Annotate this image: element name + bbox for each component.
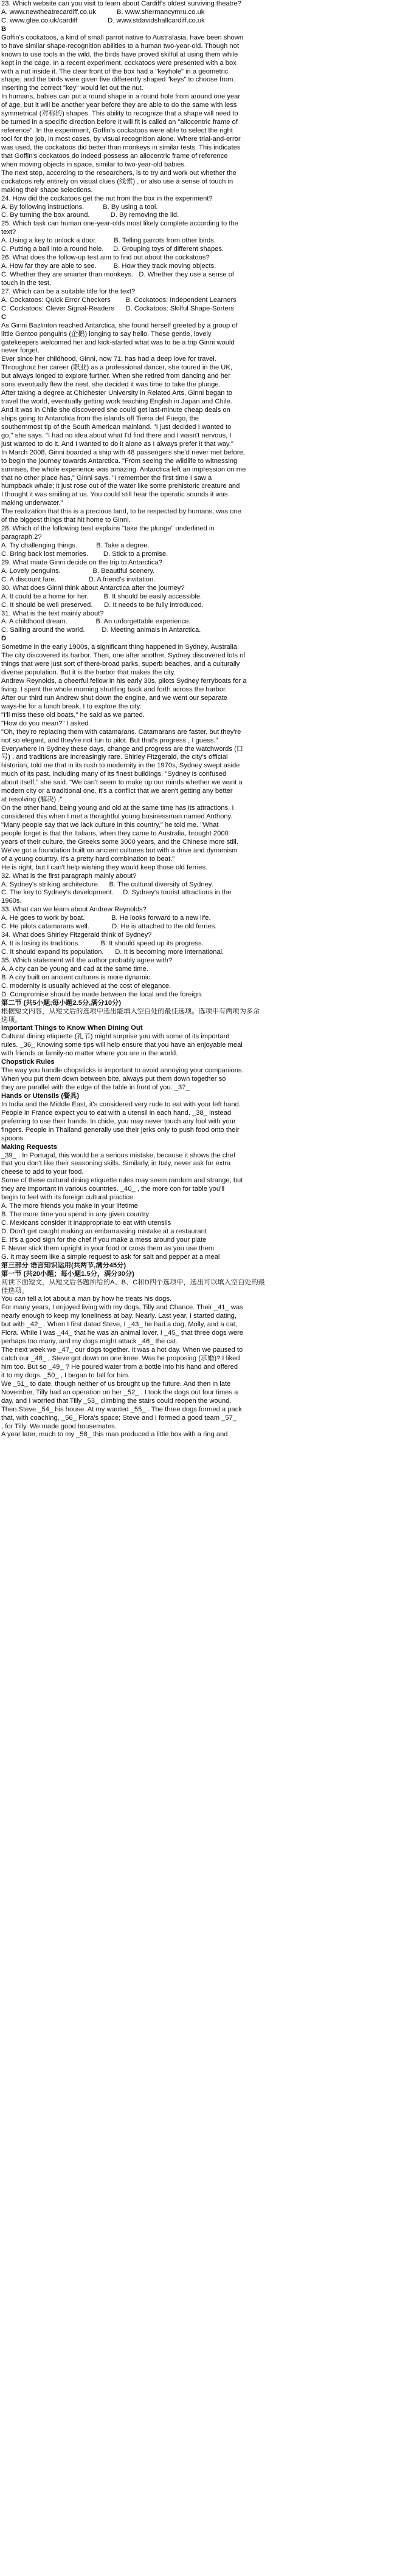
text-line: Ever since her childhood, Ginni, now 71, has had a deep love for travel.: [1, 355, 216, 363]
text-line: When you put them down between bite, always put them down together so: [1, 1075, 226, 1083]
text-line: ways-he for a lunch break, I to explore the city.: [1, 702, 142, 710]
text-line: they are parallel with the edge of the table in front of you. _37_: [1, 1084, 190, 1091]
text-line: Sometime in the early 1900s, a significant thing happened in Sydney, Australia.: [1, 643, 239, 651]
text-line: symmetrical (对称的) shapes. This ability to recognize that a shape will need to: [1, 110, 238, 118]
section-heading: 第一节 (共20小题；每小题1.5分，满分30分): [1, 1270, 134, 1278]
section-heading: Important Things to Know When Dining Out: [1, 1024, 143, 1032]
text-line: C. Whether they are smarter than monkeys. D. Whether they use a sense of: [1, 271, 235, 278]
text-line: about itself," she said. "We can't seem to make up our minds whether we want a: [1, 779, 243, 787]
text-line: He is right, but I can't help wishing they would keep those old ferries.: [1, 863, 208, 871]
text-line: C. Mexicans consider it inappropriate to eat with utensils: [1, 1219, 171, 1227]
text-line: C. By turning the box around. D. By removing the lid.: [1, 211, 179, 219]
text-line: , for Tilly. We made good housemates.: [1, 1422, 117, 1430]
text-line: considered this when I met a thoughtful young businessman named Anthony.: [1, 813, 233, 820]
text-line: Flora. While I was _44_ that he was an animal lover, I _45_ that three dogs were: [1, 1329, 243, 1337]
text-line: touch in the test.: [1, 279, 52, 287]
text-line: The next week we _47_ our dogs together. It was a hot day. When we paused to: [1, 1346, 243, 1354]
text-line: A. He goes to work by boat. B. He looks forward to a new life.: [1, 914, 211, 922]
text-line: Goffin's cockatoos, a kind of small parrot native to Australasia, have been shown: [1, 33, 244, 41]
text-line: 34. What does Shirley Fitzgerald think of Sydney?: [1, 931, 152, 939]
text-line: that you don't like their seasoning skills. Similarly, in Italy, never ask for extra: [1, 1160, 231, 1168]
text-line: Then Steve _54_ his house. At my wanted _55_ . The three dogs formed a pack: [1, 1405, 242, 1413]
text-line: gatekeepers welcomed her and kick-started what was to be a trip Ginni would: [1, 338, 235, 346]
text-line: they are important in various countries. _40_ , the more con for table you'll: [1, 1185, 225, 1193]
text-line: 23. Which website can you visit to learn about Cardiff's oldest surviving theatre?: [1, 0, 241, 7]
text-line: I thought it was smiling at us. You could still hear the operatic sounds it was: [1, 491, 228, 499]
text-line: 28. Which of the following best explains "take the plunge" underlined in: [1, 525, 215, 533]
text-line: C. A discount fare. D. A friend's invitation.: [1, 575, 156, 583]
text-line: much of its past, including many of its finest buildings. "Sydney is confused: [1, 770, 227, 778]
text-line: And it was in Chile she discovered she could get last-minute cheap deals on: [1, 406, 230, 414]
text-line: A. How far they are able to see. B. How they track moving objects.: [1, 262, 216, 270]
text-line: people forget is that the Italians, when they came to Australia, brought 2000: [1, 829, 229, 837]
text-line: After our third run Andrew shut down the engine, and we went our separate: [1, 694, 227, 702]
text-line: 24. How did the cockatoos get the nut from the box in the experiment?: [1, 194, 213, 202]
text-line: just wanted to do it. And I wanted to do it alone as I always prefer it that way.": [1, 440, 233, 448]
text-line: 阅读下面短文，从短文后各题所给的A、B、C和D四个选项中，选出可以填入空白处的最: [1, 1278, 265, 1286]
text-line: C. Bring back lost memories. D. Stick to a promise.: [1, 550, 168, 558]
text-line: 26. What does the follow-up test aim to find out about the cockatoos?: [1, 254, 210, 262]
text-line: with a nut inside it. The clear front of the box had a "keyhole" in a geometric: [1, 67, 229, 75]
text-line: "How do you mean?" I asked.: [1, 719, 91, 727]
text-line: A. By following instructions. B. By using a tool.: [1, 203, 158, 211]
text-line: perhaps too many, and my dogs might attack _46_ the cat.: [1, 1338, 178, 1346]
text-line: After taking a degree at Chichester University in Related Arts, Ginni began to: [1, 389, 232, 397]
text-line: C. The key to Sydney's development. D. Sydney's tourist attractions in the: [1, 889, 232, 897]
text-line: 32. What is the first paragraph mainly about?: [1, 872, 137, 880]
text-line: nearly enough to keep my loneliness at bay. Nearly. Last year, I started dating,: [1, 1312, 237, 1320]
text-line: D. Compromise should be made between the local and the foreign.: [1, 990, 203, 998]
text-line: but with _42_ . When I first dated Steve, I _43_ he had a dog, Molly, and a cat,: [1, 1321, 237, 1329]
text-line: modern city or a traditional one. It's a conflict that we aren't getting any better: [1, 787, 233, 795]
text-line: Throughout her career (职业) as a professional dancer, she toured in the UK,: [1, 364, 232, 372]
text-line: B. A city built on ancient cultures is more dynamic.: [1, 973, 153, 981]
text-line: "I'll miss these old boats," he said as we parted.: [1, 711, 145, 719]
text-line: sons eventually flew the nest, she decided it was time to take the plunge.: [1, 381, 221, 389]
text-line: A. Sydney's striking architecture. B. The cultural diversity of Sydney.: [1, 880, 213, 888]
text-line: begin to feel with its foreign cultural practice.: [1, 1194, 136, 1202]
text-line: A. It is losing its traditions. B. It should speed up its progress.: [1, 940, 204, 948]
text-line: 33. What can we learn about Andrew Reynolds?: [1, 906, 147, 914]
text-line: You can tell a lot about a man by how he treats his dogs.: [1, 1295, 172, 1303]
text-line: catch our _48_ , Steve got down on one knee. Was he proposing (求婚)? I liked: [1, 1355, 240, 1362]
text-line: living. I spent the whole morning shuttling back and forth across the harbor.: [1, 685, 227, 693]
text-line: A. A childhood dream. B. An unforgettable experience.: [1, 618, 191, 626]
text-line: Some of these cultural dining etiquette rules may seem random and strange; but: [1, 1177, 243, 1185]
text-line: cheese to add to your food.: [1, 1168, 84, 1176]
text-line: 25. Which task can human one-year-olds most likely complete according to the: [1, 220, 238, 228]
text-line: "Many people say that we lack culture in this country," he told me. "What: [1, 821, 219, 829]
text-line: A. Cockatoos: Quick Error Checkers B. Cockatoos: Independent Learners: [1, 296, 237, 304]
text-line: For many years, I enjoyed living with my dogs, Tilly and Chance. Their _41_ was: [1, 1304, 243, 1312]
text-line: C. It should expand its population. D. It is becoming more international.: [1, 948, 224, 956]
section-heading: D: [1, 635, 7, 643]
text-line: sunrises, the whole experience was amazing. Antarctica left an impression on me: [1, 465, 246, 473]
text-line: 27. Which can be a suitable title for the text?: [1, 287, 136, 295]
text-line: it to my dogs. _50_ , I began to fall for him.: [1, 1371, 130, 1379]
text-line: E. It's a good sign for the chef if you make a mess around your plate: [1, 1236, 207, 1244]
text-line: The city discovered its harbor. Then, one after another, Sydney discovered lots of: [1, 652, 246, 660]
text-line: 号) , and traditions are increasingly rare. Shirley Fitzgerald, the city's official: [1, 753, 228, 761]
text-line: G. It may seem like a simple request to ask for salt and pepper at a meal: [1, 1253, 220, 1261]
text-line: of a young country. It's a pretty hard combination to beat.": [1, 855, 175, 863]
text-line: 根据短文内容，从短文后的选项中选出能填入空白处的最佳选项。选项中有两项为多余: [1, 1007, 260, 1015]
text-line: paragraph 2?: [1, 533, 42, 541]
text-line: A. Using a key to unlock a door. B. Telling parrots from other birds.: [1, 237, 216, 245]
text-line: C. Cockatoos: Clever Signal-Readers D. Cockatoos: Skilful Shape-Sorters: [1, 304, 235, 312]
text-line: text?: [1, 228, 16, 236]
text-line: spoons.: [1, 1134, 26, 1142]
section-heading: 第二节 (共5小题;每小题2.5分,满分10分): [1, 999, 122, 1007]
text-line: 1960s.: [1, 897, 22, 905]
text-line: Cultural dining etiquette (礼节) might surprise you with some of its important: [1, 1033, 229, 1041]
text-line: A year later, much to my _58_ this man produced a little box with a ring and: [1, 1431, 228, 1439]
section-heading: Hands or Utensils (餐具): [1, 1092, 80, 1100]
text-line: fingers. People in Thailand generally use their jerks only to push food onto their: [1, 1126, 240, 1134]
text-line: C. modernity is usually achieved at the cost of elegance.: [1, 982, 171, 990]
text-line: known to use tools in the wild, the birds have proved skilful at using them while: [1, 50, 238, 58]
text-line: at resolving (解决) .": [1, 796, 63, 804]
text-line: not so elegant, and they're not fun to pilot. But that's progress , I guess.": [1, 736, 218, 744]
text-line: southernmost tip of the South American mainland. "I just decided I wanted to: [1, 423, 232, 431]
text-line: historian, told me that in its rush to modernity in the 1970s, Sydney swept aside: [1, 762, 240, 770]
section-heading: 第三部分 语言知识运用(共两节,满分45分): [1, 1261, 126, 1269]
text-line: was used, the cockatoos did better than monkeys in similar tests. This indicates: [1, 143, 241, 151]
text-line: On the other hand, being young and old at the same time has its attractions. I: [1, 804, 234, 812]
text-line: ships going to Antarctica from the islands off Tierra del Fuego, the: [1, 414, 199, 422]
text-line: "Oh, they're replacing them with catamarans. Catamarans are faster, but they're: [1, 728, 241, 736]
text-line: 选项。: [1, 1016, 22, 1024]
section-heading: Making Requests: [1, 1143, 58, 1151]
text-line: to have similar shape-recognition abilities to a human two-year-old. Though not: [1, 42, 239, 50]
text-line: things that were just sort of there-broad parks, superb beaches, and a culturally: [1, 660, 240, 668]
text-line: 佳选项。: [1, 1287, 29, 1295]
text-line: Everywhere in Sydney these days, change and progress are the watchwords (口: [1, 745, 243, 753]
text-line: be turned in a specific direction before it will fit is called an "allocentric frame of: [1, 118, 238, 126]
text-line: The way you handle chopsticks is important to avoid annoying your companions.: [1, 1067, 244, 1075]
text-line: preferring to use their hands. In chide, you may never touch any fool with your: [1, 1117, 236, 1125]
text-line: Inserting the correct "key" would let out the nut.: [1, 84, 143, 92]
text-line: go," she says. "I had no idea about what I'd find there and I wasn't nervous, I: [1, 431, 232, 439]
text-line: A. The more friends you make in your lifetime: [1, 1202, 138, 1210]
text-line: when moving objects in space, similar to two-year-old babies.: [1, 160, 187, 168]
section-heading: Chopstick Rules: [1, 1058, 55, 1066]
text-line: A. Lovely penguins. B. Beautiful scenery.: [1, 567, 155, 575]
text-line: A. Try challenging things. B. Take a degree.: [1, 542, 150, 549]
text-line: As Ginni Bazlinton reached Antarctica, she found herself greeted by a group of: [1, 321, 238, 329]
text-line: diverse population. But it is the harbor that makes the city.: [1, 669, 176, 677]
text-line: A. It could be a home for her. B. It should be easily accessible.: [1, 592, 202, 600]
text-line: making underwater.": [1, 499, 63, 507]
text-line: tool for the job, in most cases, by visual recognition alone. Where trial-and-error: [1, 135, 241, 143]
text-line: C. www.glee.co.uk/cardiff D. www.stdavidshallcardiff.co.uk: [1, 16, 205, 24]
text-line: In India and the Middle East, it's considered very rude to eat with your left hand.: [1, 1100, 241, 1108]
text-line: A. www.newtheatrecardiff.co.uk B. www.shermancymru.co.uk: [1, 8, 205, 16]
text-line: reference". In the experiment, Goffin's cockatoos were able to select the right: [1, 127, 233, 135]
text-line: travel the world, eventually getting work teaching English in Japan and Chile.: [1, 398, 232, 406]
text-line: of the biggest things that hit home to Ginni.: [1, 516, 131, 524]
text-line: to begin the journey towards Antarctica. "From seeing the wildlife to witnessing: [1, 457, 238, 465]
text-line: In March 2008, Ginni boarded a ship with 48 passengers she'd never met before,: [1, 448, 245, 456]
text-line: 29. What made Ginni decide on the trip to Antarctica?: [1, 558, 162, 566]
text-line: kept in the cage. In a recent experiment, cockatoos were presented with a box: [1, 59, 237, 67]
text-line: C. He pilots catamarans well. D. He is attached to the old ferries.: [1, 923, 217, 931]
text-line: C. Sailing around the world. D. Meeting animals in Antarctica.: [1, 626, 201, 634]
text-line: cockatoos rely entirely on visual clues (线索) , or also use a sense of touch in: [1, 177, 233, 185]
text-line: that no other place has," Ginni says. "I remember the first time I saw a: [1, 474, 212, 482]
text-line: but always longed to explore further. When she retired from dancing and her: [1, 372, 230, 380]
text-line: him too. But so _49_ ? He poured water from a bottle into his hand and offered: [1, 1363, 238, 1371]
text-line: with friends or family-no matter where you are in the world.: [1, 1050, 178, 1058]
text-line: that, with coaching, _56_ Flora's space; Steve and I formed a good team _57_: [1, 1414, 237, 1422]
text-line: In humans, babies can put a round shape in a round hole from around one year: [1, 93, 241, 101]
text-line: B. The more time you spend in any given country: [1, 1211, 149, 1219]
text-line: never forget.: [1, 347, 40, 355]
text-line: shape, and the birds were given five differently shaped "keys" to choose from.: [1, 76, 235, 84]
section-heading: C: [1, 313, 7, 321]
text-line: People in France expect you to eat with a utensil in each hand. _38_ instead: [1, 1109, 232, 1117]
text-line: little Gentoo penguins (企鹅) longing to say hello. These gentle, lovely: [1, 330, 212, 338]
text-line: The next step, according to the researchers, is to try and work out whether the: [1, 169, 237, 177]
text-line: C. It should be well preserved. D. It needs to be fully introduced.: [1, 601, 204, 609]
text-line: F. Never stick them upright in your food or cross them as you use them: [1, 1244, 215, 1252]
text-line: humpback whale; it just rose out of the water like some prehistoric creature and: [1, 482, 240, 490]
text-line: We've got a foundation built on ancient cultures but with a drive and dynamism: [1, 846, 238, 854]
text-line: The realization that this is a precious land, to be respected by humans, was one: [1, 508, 241, 516]
text-line: Andrew Reynolds, a cheerful fellow in his early 30s, pilots Sydney ferryboats for a: [1, 677, 247, 685]
text-line: day, and I worried that Tilly _53_ climbing the stairs could reopen the wound.: [1, 1397, 232, 1405]
text-line: 35. Which statement will the author probably agree with?: [1, 956, 173, 964]
text-line: _39_ . In Portugal, this would be a serious mistake, because it shows the chef: [1, 1151, 235, 1159]
text-line: 31. What is the text mainly about?: [1, 609, 104, 617]
text-line: rules. _36_ Knowing some tips will help ensure that you have an enjoyable meal: [1, 1041, 243, 1049]
text-line: of age, but it will be another year before they are able to do the same with less: [1, 101, 237, 109]
text-line: 30. What does Ginni think about Antarctica after the journey?: [1, 584, 185, 592]
text-line: years of their culture, the Greeks some 3000 years, and the Chinese more still.: [1, 838, 238, 846]
text-line: A. A city can be young and cad at the same time.: [1, 965, 148, 973]
text-line: November, Tilly had an operation on her _52_ . I took the dogs out four times a: [1, 1388, 238, 1396]
text-line: We _51_ to date, though neither of us brought up the future. And then in late: [1, 1380, 231, 1388]
text-line: D. Don't get caught making an embarrassing mistake at a restaurant: [1, 1227, 207, 1235]
section-heading: B: [1, 25, 7, 33]
text-line: that Goffin's cockatoos do indeed possess an allocentric frame of reference: [1, 152, 228, 160]
text-line: making their shape selections.: [1, 186, 93, 194]
text-line: C. Putting a ball into a round hole. D. Grouping toys of different shapes.: [1, 245, 224, 253]
